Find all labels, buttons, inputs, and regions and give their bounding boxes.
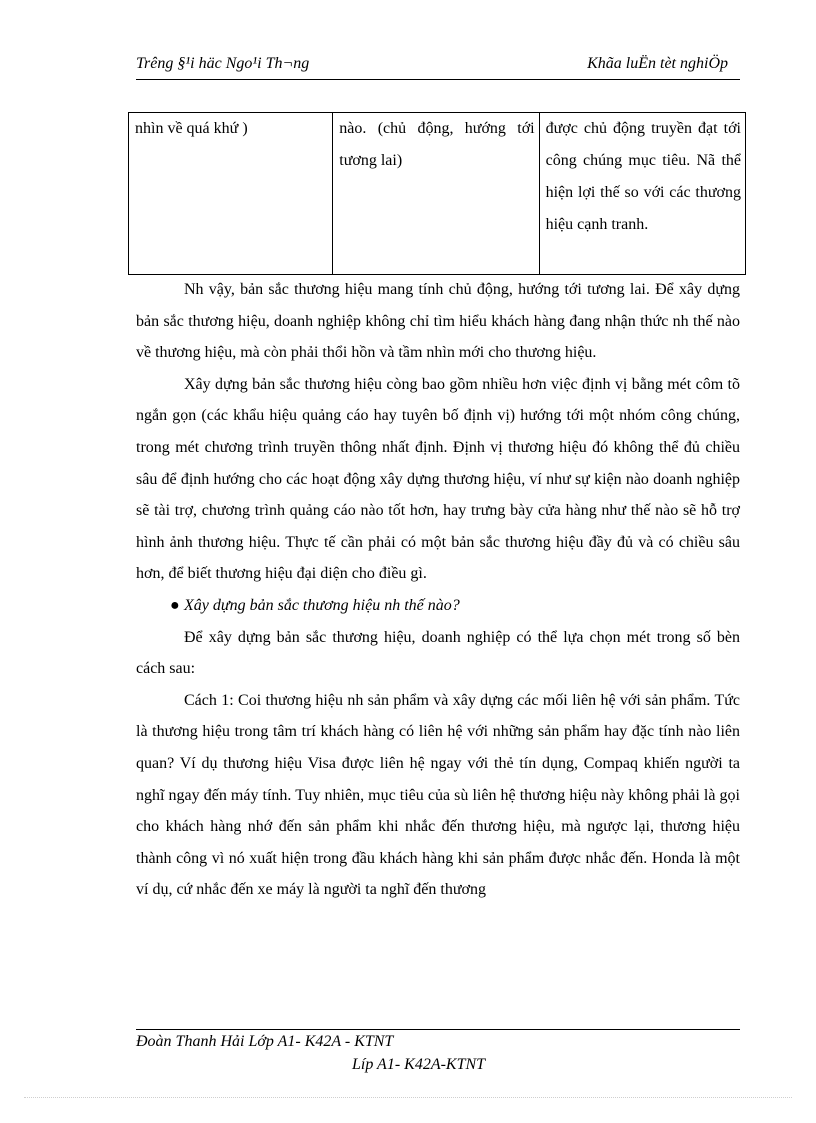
table-cell-col3: được chủ động truyền đạt tới công chúng mục tiêu. Nã thể hiện lợi thế so với các thương hiệu cạnh tranh. [539, 113, 745, 275]
footer-divider [136, 1029, 740, 1030]
header-school-name: Trêng §¹i häc Ngo¹i Th¬ng [136, 55, 310, 72]
table-cell-col2: nào. (chủ động, hướng tới tương lai) [333, 113, 539, 275]
paragraph-identity-building: Xây dựng bản sắc thương hiệu còng bao gồm nhiều hơn việc định vị bằng mét côm tõ ngắn gọn (các khẩu hiệu quảng cáo hay tuyên bố định vị) hướng tới một nhóm công chúng, trong mét chương trình truyền thông nhất định. Định vị thương hiệu đó không thể đủ chiều sâu để định hướng cho các hoạt động xây dựng thương hiệu, ví như sự kiện nào doanh nghiệp sẽ tài trợ, chương trình quảng cáo nào tốt hơn, hay trưng bày cửa hàng như thế nào sẽ hỗ trợ hình ảnh thương hiệu. Thực tế cần phải có một bản sắc thương hiệu đầy đủ và có chiều sâu hơn, để biết thương hiệu đại diện cho điều gì. [136, 375, 740, 583]
paragraph-method-one: Cách 1: Coi thương hiệu nh sản phẩm và xây dựng các mối liên hệ với sản phẩm. Tức là thương hiệu trong tâm trí khách hàng có liên hệ với những sản phẩm hay đặc tính nào liên quan? Ví dụ thương hiệu Visa được liên hệ ngay với thẻ tín dụng, Compaq khiến người ta nghĩ ngay đến máy tính. Tuy nhiên, mục tiêu của sù liên hệ thương hiệu này không phải là gọi cho khách hàng nhớ đến sản phẩm khi nhắc đến thương hiệu, mà ngược lại, thương hiệu thành công vì nó xuất hiện trong đầu khách hàng khi sản phẩm được nhắc đến. Honda là một ví dụ, cứ nhắc đến xe máy là người ta nghĩ đến thương [136, 691, 740, 899]
footer-class: Líp A1- K42A-KTNT [352, 1056, 486, 1073]
table-row [129, 113, 746, 275]
body-text [136, 274, 740, 906]
header-document-type: Khãa luËn tèt nghiÖp [587, 55, 728, 72]
paragraph-four-ways: Để xây dựng bản sắc thương hiệu, doanh nghiệp có thể lựa chọn mét trong số bèn cách sau: [136, 628, 740, 678]
footer-author: Đoàn Thanh Hải Lớp A1- K42A - KTNT [136, 1033, 394, 1050]
bullet-item [136, 590, 740, 622]
bullet-heading: Xây dựng bản sắc thương hiệu nh thế nào? [184, 596, 460, 614]
comparison-table [128, 112, 746, 275]
paragraph-identity-proactive: Nh vậy, bản sắc thương hiệu mang tính chủ động, hướng tới tương lai. Để xây dựng bản sắc thương hiệu, doanh nghiệp không chỉ tìm hiểu khách hàng đang nhận thức nh thế nào về thương hiệu, mà còn phải thổi hồn và tầm nhìn mới cho thương hiệu. [136, 281, 740, 362]
table-cell-col1: nhìn về quá khứ ) [129, 113, 333, 275]
bullet-icon: ● [170, 596, 180, 614]
page-edge-divider [24, 1097, 792, 1098]
page-header [136, 55, 740, 80]
